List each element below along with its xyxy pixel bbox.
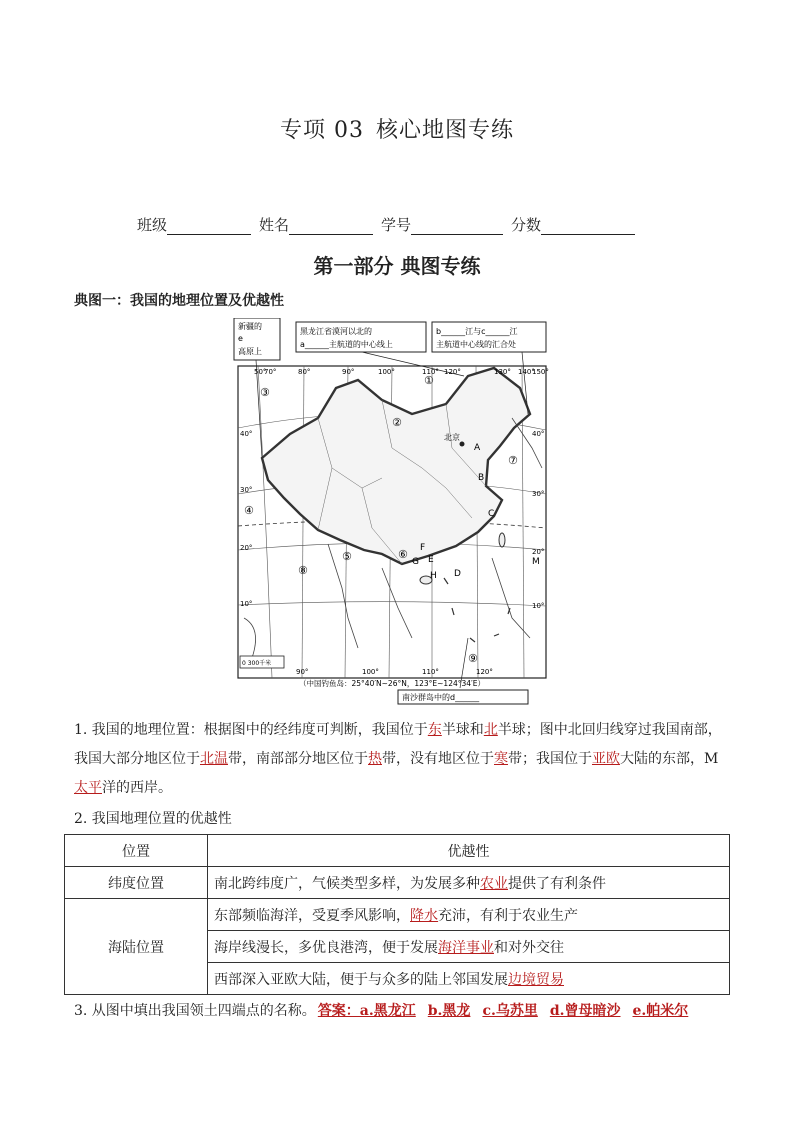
q1-answer-3: 北温 [200,751,228,767]
tick-right-30: 30° [532,490,545,498]
callout-xinjiang-l1: 新疆的 [238,322,262,331]
marker-8: ⑧ [298,564,308,577]
marker-6: ⑥ [398,548,408,561]
name-label: 姓名 [259,216,290,234]
callout-confluence-l1: b______江与c______江 [436,327,518,336]
tick-left-40: 40° [240,430,253,438]
letter-h: H [430,571,437,581]
q1-text-5: 带；我国位于 [508,751,592,767]
student-info-row [137,214,643,235]
section-title: 典图一：我国的地理位置及优越性 [74,293,284,309]
q1-text-7: 洋的西岸。 [102,780,172,796]
tick-right-40: 40° [532,430,545,438]
table-header-row [65,835,730,867]
beijing-dot [460,442,465,447]
tick-top-130: 130° [494,368,511,376]
table-row [65,867,730,899]
q1-answer-4: 热 [368,751,382,767]
q1-text-4: 带，没有地区位于 [382,751,494,767]
q1-text-3: 带，南部部分地区位于 [228,751,368,767]
q3-text: 3. 从图中填出我国领土四端点的名称。 [74,1003,316,1019]
lat-pre: 南北跨纬度广，气候类型多样，为发展多种 [214,875,480,892]
r1-pre: 东部频临海洋，受夏季风影响， [214,907,410,924]
r3-answer: 边境贸易 [508,971,564,988]
scale-label: 0 300千米 [242,660,272,667]
class-label: 班级 [137,216,168,234]
q3-answer-c: c.乌苏里 [482,1003,538,1019]
r2-post: 和对外交往 [494,939,564,956]
q1-text-2: 半球；图中北回归线穿过我国南部，我国大部分地区位于 [74,722,722,767]
q1-answer-5: 寒 [494,751,508,767]
marker-4: ④ [244,504,254,517]
marker-9: ⑨ [468,652,478,665]
tick-left-10: 10° [240,600,253,608]
callout-heilongjiang-l1: 黑龙江省漠河以北的 [300,327,372,336]
callout-nansha-label: 南沙群岛中的d______ [402,693,480,702]
r2-answer: 海洋事业 [438,939,494,956]
taiwan-island [499,533,505,547]
letter-d: D [454,569,461,579]
tick-left-30: 30° [240,486,253,494]
marker-2: ② [392,416,402,429]
tick-top-70: 70° [264,368,277,376]
question-1 [74,716,724,803]
diaoyu-note: （中国钓鱼岛：25°40′N~26°N，123°E~124°34′E） [299,679,485,688]
title-code: 专项 03 [279,118,364,143]
callout-xinjiang-l3: 高原上 [238,347,262,356]
callout-xinjiang [234,318,280,360]
q1-text-0: 1. 我国的地理位置：根据图中的经纬度可判断，我国位于 [74,722,428,738]
letter-m: M [532,557,540,567]
marker-5: ⑤ [342,550,352,563]
tick-top-110: 110° [422,368,439,376]
advantages-table [64,834,730,995]
header-position: 位置 [65,835,208,867]
table-row [65,899,730,931]
q1-text-1: 半球和 [441,722,484,738]
q3-answer-e: e.帕米尔 [632,1003,689,1019]
score-blank[interactable] [541,218,635,235]
tick-bottom-120: 120° [476,668,493,676]
q3-answer-d: d.曾母暗沙 [549,1003,621,1019]
letter-a: A [474,443,481,453]
tick-bottom-100: 100° [362,668,379,676]
tick-top-90: 90° [342,368,355,376]
tick-right-20: 20° [532,548,545,556]
callout-confluence-l2: 主航道中心线的汇合处 [436,340,516,349]
name-blank[interactable] [289,218,373,235]
letter-b: B [478,473,485,483]
tick-top-150: 150° [532,368,549,376]
letter-e: E [428,555,434,565]
score-label: 分数 [511,216,542,234]
r2-pre: 海岸线漫长，多优良港湾，便于发展 [214,939,438,956]
china-location-map [232,318,552,706]
letter-c: C [488,509,495,519]
question-2-title: 2. 我国地理位置的优越性 [74,811,232,827]
marker-3: ③ [260,386,270,399]
letter-g: G [412,557,419,567]
q1-answer-1: 东 [427,722,442,738]
r1-answer: 降水 [410,907,438,924]
tick-left-20: 20° [240,544,253,552]
r3-pre: 西部深入亚欧大陆，便于与众多的陆上邻国发展 [214,971,508,988]
latitude-advantage-cell [208,867,730,899]
tick-right-10: 10° [532,602,545,610]
callout-heilongjiang-l2: a______主航道的中心线上 [300,340,393,349]
sea-land-advantage-3 [208,963,730,995]
callout-confluence [432,322,546,352]
sea-land-position-cell: 海陆位置 [65,899,208,995]
q3-answers [318,1003,700,1019]
title-text: 核心地图专练 [375,118,514,143]
sea-land-advantage-1 [208,899,730,931]
lat-post: 提供了有利条件 [508,875,606,892]
q1-answer-7: 太平 [74,780,102,796]
q3-answer-b: b.黑龙 [427,1003,471,1019]
tick-top-140: 140° [518,368,535,376]
latitude-position-cell: 纬度位置 [65,867,208,899]
tick-top-100: 100° [378,368,395,376]
tick-top-120: 120° [444,368,461,376]
q1-answer-2: 北 [483,722,498,738]
r1-post: 充沛，有利于农业生产 [438,907,578,924]
student-id-blank[interactable] [411,218,503,235]
student-id-label: 学号 [381,216,412,234]
marker-1: ① [424,374,434,387]
class-blank[interactable] [167,218,251,235]
lat-answer: 农业 [480,875,508,892]
letter-f: F [420,543,426,553]
q1-text-6: 大陆的东部，M [620,751,719,767]
tick-top-50: 50° [254,368,267,376]
question-3 [74,1000,700,1020]
capital-label: 北京 [444,433,460,442]
tick-top-80: 80° [298,368,311,376]
tick-bottom-110: 110° [422,668,439,676]
tick-bottom-90: 90° [296,668,309,676]
q1-answer-6: 亚欧 [592,751,620,767]
page-title [0,113,794,144]
marker-7: ⑦ [508,454,518,467]
callout-xinjiang-l2: e [238,334,243,343]
callout-heilongjiang [296,322,426,352]
sea-land-advantage-2 [208,931,730,963]
q3-answer-a: 答案：a.黑龙江 [317,1003,416,1019]
header-advantage: 优越性 [208,835,730,867]
part-title: 第一部分 典图专练 [313,254,481,278]
